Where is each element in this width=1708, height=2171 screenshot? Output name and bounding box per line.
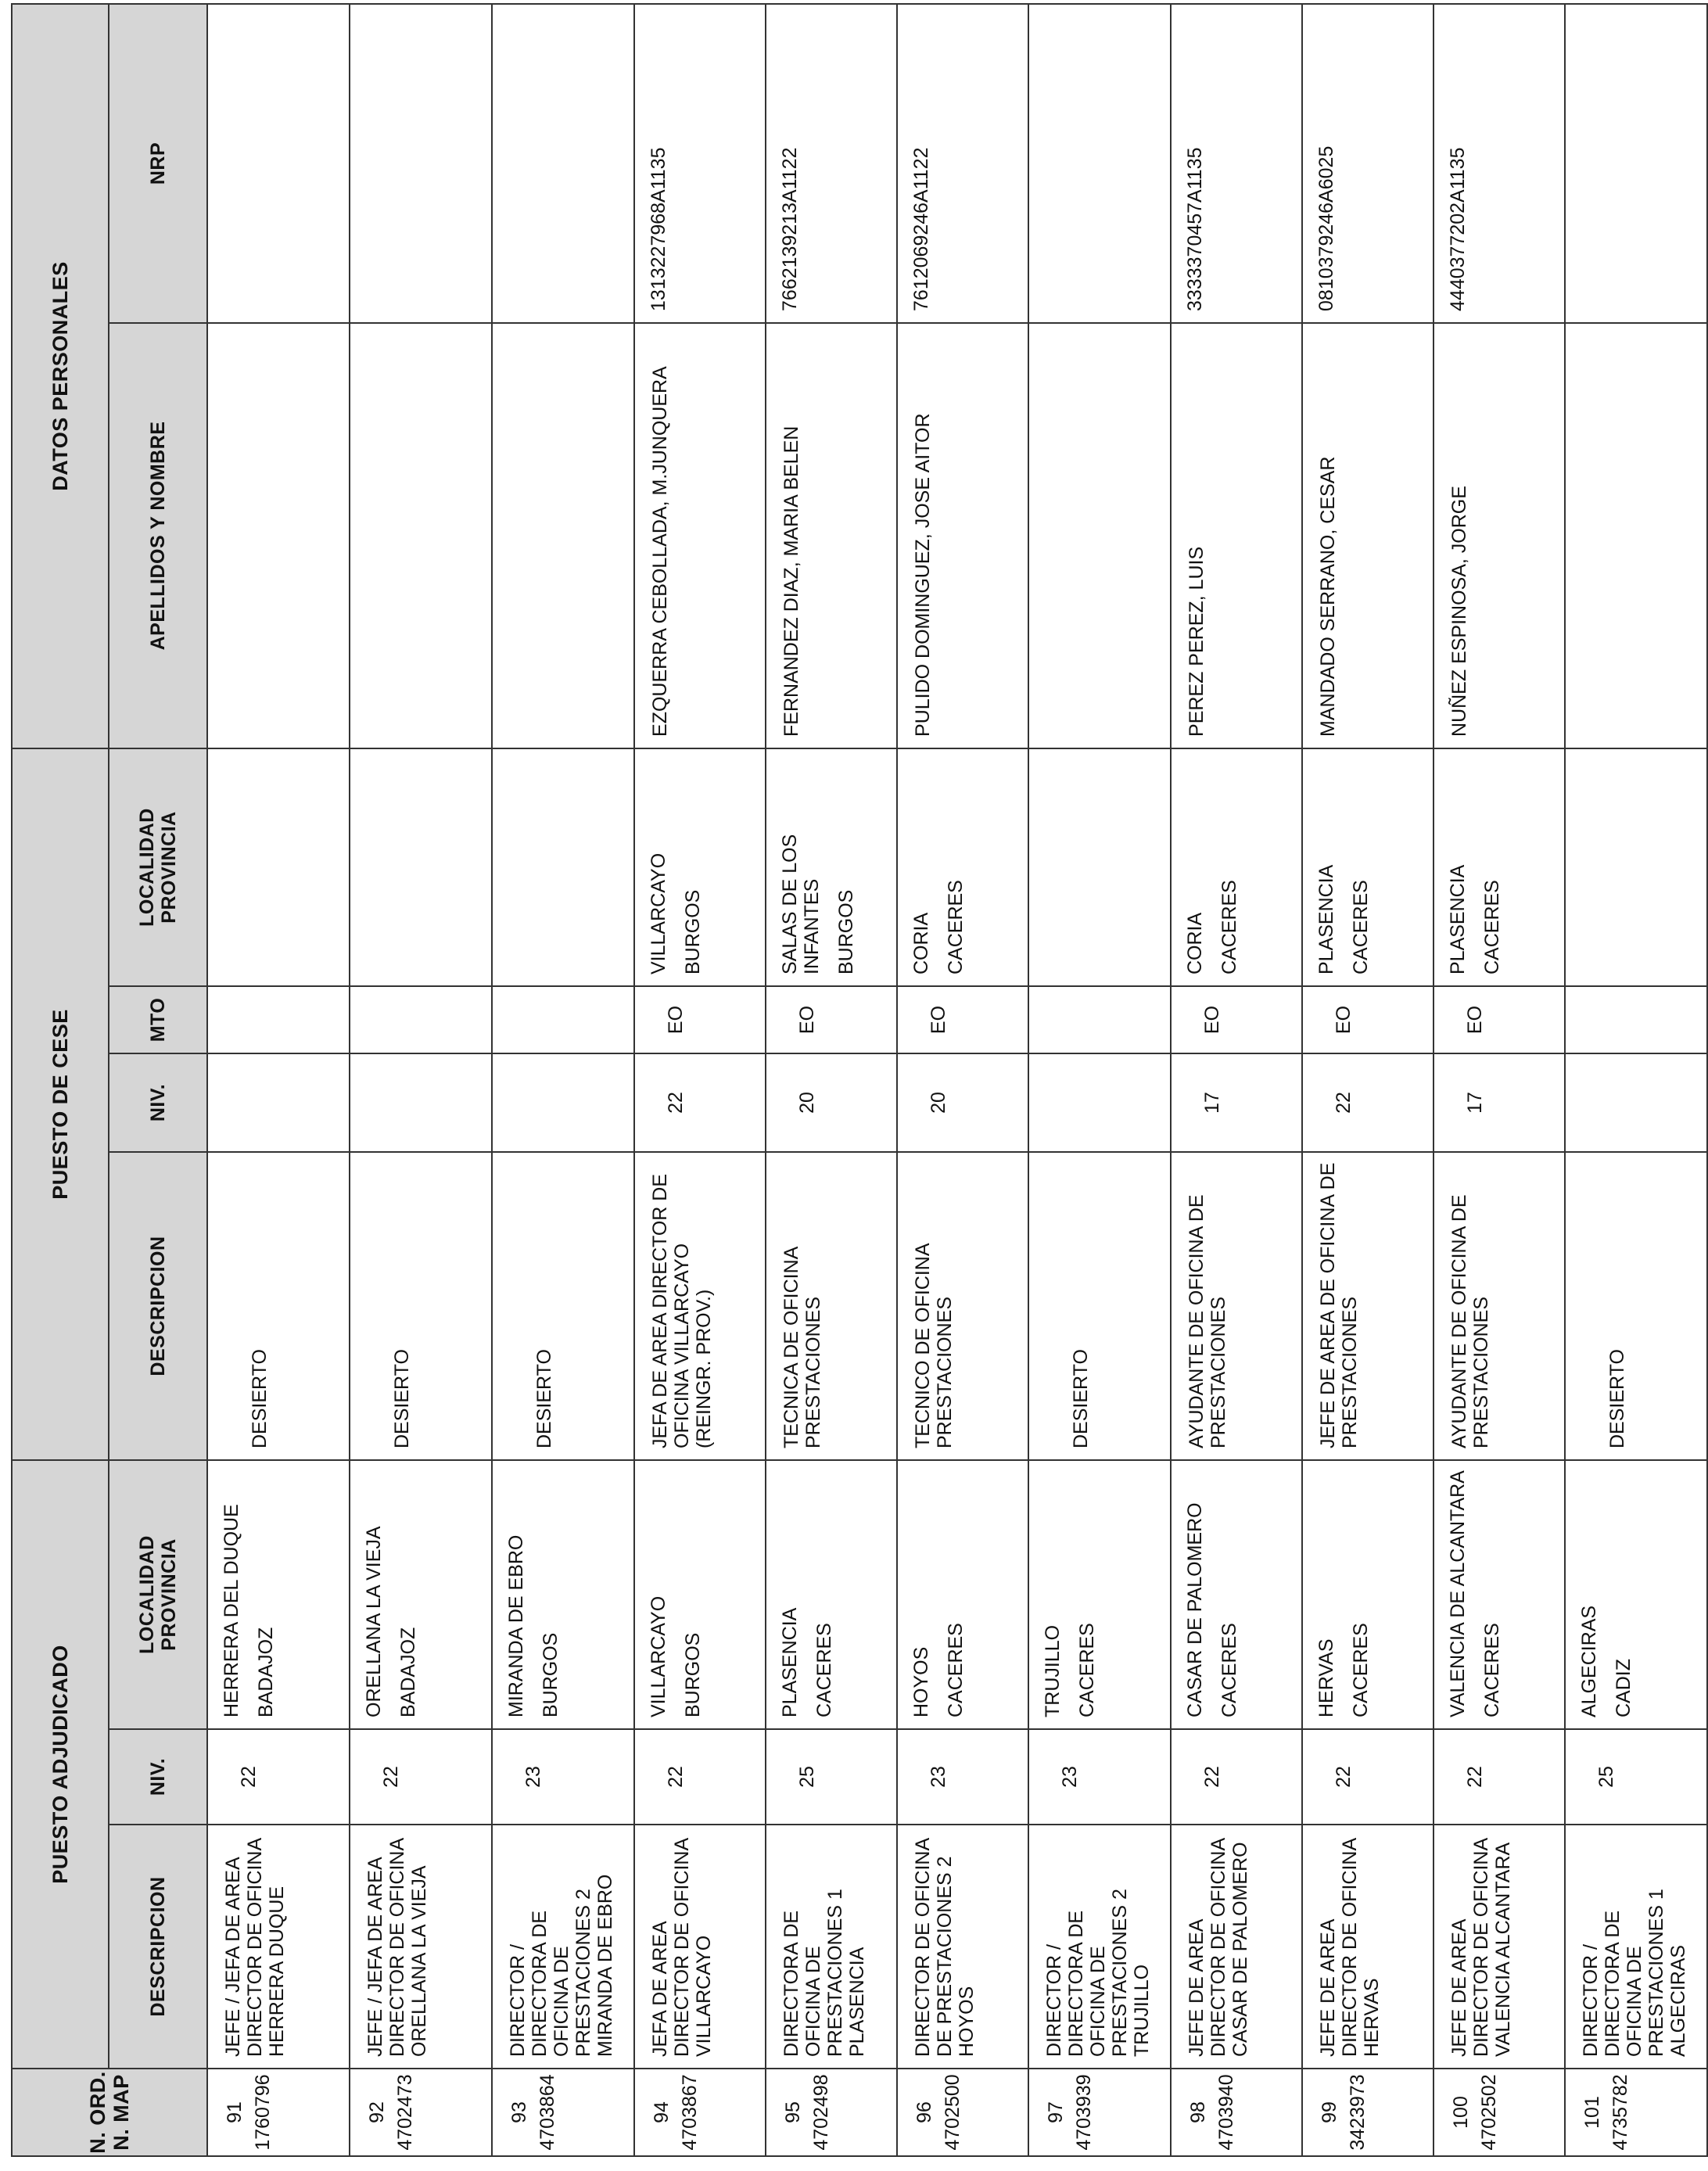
cell-ord-map bbox=[1302, 2069, 1434, 2156]
cell-descripcion: JEFE / JEFA DE AREA DIRECTOR DE OFICINA HERRERA DUQUE bbox=[207, 1825, 350, 2069]
cell-cese-mto: EO bbox=[1434, 986, 1565, 1053]
cell-ord: 101 bbox=[1581, 2096, 1603, 2129]
cell-descripcion: JEFE DE AREA DIRECTOR DE OFICINA CASAR DE PALOMERO bbox=[1171, 1825, 1302, 2069]
cell-cese-mto bbox=[207, 986, 350, 1053]
group-header-puesto-cese: PUESTO DE CESE bbox=[12, 748, 109, 1460]
cell-nrp bbox=[492, 4, 634, 323]
cell-map: 4703867 bbox=[679, 2074, 701, 2151]
cell-ord: 95 bbox=[782, 2101, 804, 2123]
cell-provincia: BADAJOZ bbox=[397, 1627, 419, 1717]
cell-niv: 22 bbox=[634, 1729, 766, 1825]
cell-descripcion: DIRECTOR / DIRECTORA DE OFICINA DE PRESTACIONES 1 ALGECIRAS bbox=[1565, 1825, 1707, 2069]
cell-cese-niv: 20 bbox=[766, 1053, 897, 1152]
cell-localidad: PLASENCIA bbox=[779, 1607, 801, 1717]
table-row bbox=[1302, 4, 1434, 2156]
cell-apellidos-nombre bbox=[1028, 323, 1171, 748]
table-row bbox=[1171, 4, 1302, 2156]
cell-provincia: BADAJOZ bbox=[255, 1627, 277, 1717]
cell-ord: 100 bbox=[1450, 2096, 1472, 2129]
col-header-cese-descripcion: DESCRIPCION bbox=[109, 1152, 207, 1460]
col-header-nrp: NRP bbox=[109, 4, 207, 323]
table-row bbox=[492, 4, 634, 2156]
cell-nrp: 7662139213A1122 bbox=[766, 4, 897, 323]
cell-provincia: CACERES bbox=[813, 1623, 835, 1717]
cell-niv: 22 bbox=[350, 1729, 492, 1825]
cell-cese-localidad: CORIA bbox=[910, 912, 932, 974]
cell-apellidos-nombre: PULIDO DOMINGUEZ, JOSE AITOR bbox=[897, 323, 1028, 748]
cell-localidad-provincia bbox=[1565, 1460, 1707, 1729]
col-header-cese-provincia: PROVINCIA bbox=[158, 811, 180, 924]
cell-cese-localidad-provincia bbox=[492, 748, 634, 986]
cell-apellidos-nombre: NUÑEZ ESPINOSA, JORGE bbox=[1434, 323, 1565, 748]
cell-ord-map bbox=[207, 2069, 350, 2156]
cell-apellidos-nombre bbox=[1565, 323, 1707, 748]
cell-descripcion: DIRECTOR / DIRECTORA DE OFICINA DE PRESTACIONES 2 TRUJILLO bbox=[1028, 1825, 1171, 2069]
cell-localidad-provincia bbox=[350, 1460, 492, 1729]
cell-localidad: ORELLANA LA VIEJA bbox=[363, 1526, 385, 1717]
cell-cese-provincia: CACERES bbox=[1350, 880, 1372, 974]
cell-ord-map bbox=[1171, 2069, 1302, 2156]
cell-ord-map bbox=[492, 2069, 634, 2156]
cell-map: 4702473 bbox=[394, 2074, 416, 2151]
cell-apellidos-nombre bbox=[492, 323, 634, 748]
cell-cese-localidad-provincia bbox=[1302, 748, 1434, 986]
cell-cese-descripcion: DESIERTO bbox=[1565, 1152, 1707, 1460]
cell-provincia: CACERES bbox=[1076, 1623, 1098, 1717]
cell-ord: 98 bbox=[1187, 2101, 1209, 2123]
cell-cese-niv: 17 bbox=[1434, 1053, 1565, 1152]
cell-map: 4702500 bbox=[942, 2074, 963, 2151]
cell-ord: 94 bbox=[651, 2101, 673, 2123]
cell-localidad: TRUJILLO bbox=[1042, 1624, 1064, 1717]
cell-cese-niv bbox=[1028, 1053, 1171, 1152]
table-row bbox=[350, 4, 492, 2156]
cell-ord: 92 bbox=[366, 2101, 388, 2123]
cell-ord: 97 bbox=[1045, 2101, 1067, 2123]
cell-cese-descripcion: TECNICO DE OFICINA PRESTACIONES bbox=[897, 1152, 1028, 1460]
cell-cese-mto: EO bbox=[1171, 986, 1302, 1053]
col-header-cese-localidad: LOCALIDAD bbox=[136, 808, 158, 927]
cell-cese-niv bbox=[1565, 1053, 1707, 1152]
cell-descripcion: JEFE / JEFA DE AREA DIRECTOR DE OFICINA ORELLANA LA VIEJA bbox=[350, 1825, 492, 2069]
cell-localidad-provincia bbox=[492, 1460, 634, 1729]
cell-ord-map bbox=[350, 2069, 492, 2156]
cell-cese-localidad: PLASENCIA bbox=[1447, 864, 1469, 974]
cell-cese-provincia: CACERES bbox=[1218, 880, 1240, 974]
cell-nrp bbox=[1028, 4, 1171, 323]
cell-nrp: 0810379246A6025 bbox=[1302, 4, 1434, 323]
cell-cese-provincia: CACERES bbox=[1481, 880, 1503, 974]
cell-nrp bbox=[1565, 4, 1707, 323]
table-row bbox=[1565, 4, 1707, 2156]
table-row bbox=[634, 4, 766, 2156]
cell-provincia: BURGOS bbox=[540, 1632, 562, 1717]
cell-cese-mto: EO bbox=[766, 986, 897, 1053]
col-header-niv: NIV. bbox=[109, 1729, 207, 1825]
cell-nrp: 7612069246A1122 bbox=[897, 4, 1028, 323]
table-row bbox=[1434, 4, 1565, 2156]
col-header-localidad: LOCALIDAD bbox=[136, 1535, 158, 1654]
cell-cese-localidad-provincia bbox=[1028, 748, 1171, 986]
table-row bbox=[1028, 4, 1171, 2156]
cell-cese-mto bbox=[350, 986, 492, 1053]
cell-provincia: CACERES bbox=[945, 1623, 967, 1717]
cell-ord: 93 bbox=[508, 2101, 530, 2123]
cell-niv: 25 bbox=[766, 1729, 897, 1825]
cell-cese-niv: 22 bbox=[634, 1053, 766, 1152]
cell-map: 4703939 bbox=[1073, 2074, 1095, 2151]
cell-cese-localidad-provincia bbox=[350, 748, 492, 986]
col-header-cese-niv: NIV. bbox=[109, 1053, 207, 1152]
cell-cese-niv bbox=[350, 1053, 492, 1152]
col-header-descripcion: DESCRIPCION bbox=[109, 1825, 207, 2069]
cell-nrp: 3333370457A1135 bbox=[1171, 4, 1302, 323]
cell-cese-descripcion: DESIERTO bbox=[492, 1152, 634, 1460]
cell-cese-localidad: SALAS DE LOS INFANTES bbox=[779, 834, 823, 974]
cell-cese-localidad-provincia bbox=[1434, 748, 1565, 986]
cell-cese-provincia: CACERES bbox=[945, 880, 967, 974]
cell-localidad-provincia bbox=[1171, 1460, 1302, 1729]
cell-cese-descripcion: AYUDANTE DE OFICINA DE PRESTACIONES bbox=[1171, 1152, 1302, 1460]
cell-provincia: CACERES bbox=[1350, 1623, 1372, 1717]
cell-niv: 23 bbox=[1028, 1729, 1171, 1825]
cell-nrp bbox=[207, 4, 350, 323]
cell-cese-niv: 17 bbox=[1171, 1053, 1302, 1152]
cell-cese-niv bbox=[492, 1053, 634, 1152]
cell-apellidos-nombre bbox=[350, 323, 492, 748]
cell-map: 4703940 bbox=[1215, 2074, 1237, 2151]
cell-apellidos-nombre bbox=[207, 323, 350, 748]
cell-cese-mto bbox=[1028, 986, 1171, 1053]
cell-cese-niv: 22 bbox=[1302, 1053, 1434, 1152]
col-header-map: N. MAP bbox=[109, 2074, 133, 2151]
cell-niv: 22 bbox=[1434, 1729, 1565, 1825]
cell-cese-descripcion: DESIERTO bbox=[350, 1152, 492, 1460]
cell-nrp bbox=[350, 4, 492, 323]
cell-ord-map bbox=[1028, 2069, 1171, 2156]
group-header-datos-personales: DATOS PERSONALES bbox=[12, 4, 109, 748]
cell-apellidos-nombre: PEREZ PEREZ, LUIS bbox=[1171, 323, 1302, 748]
cell-provincia: CADIZ bbox=[1613, 1659, 1634, 1717]
table-row bbox=[897, 4, 1028, 2156]
cell-niv: 23 bbox=[492, 1729, 634, 1825]
cell-provincia: CACERES bbox=[1481, 1623, 1503, 1717]
cell-cese-provincia: BURGOS bbox=[682, 889, 704, 974]
col-header-cese-localidad-provincia bbox=[109, 748, 207, 986]
cell-map: 4735782 bbox=[1609, 2074, 1631, 2151]
cell-cese-mto bbox=[492, 986, 634, 1053]
cell-localidad: VALENCIA DE ALCANTARA bbox=[1447, 1470, 1469, 1717]
cell-localidad: CASAR DE PALOMERO bbox=[1184, 1502, 1206, 1717]
cell-niv: 22 bbox=[1302, 1729, 1434, 1825]
col-header-ord: N. ORD. bbox=[85, 2071, 109, 2154]
cell-descripcion: JEFA DE AREA DIRECTOR DE OFICINA VILLARCAYO bbox=[634, 1825, 766, 2069]
cell-localidad-provincia bbox=[1434, 1460, 1565, 1729]
cell-cese-descripcion: DESIERTO bbox=[1028, 1152, 1171, 1460]
cell-localidad: VILLARCAYO bbox=[648, 1595, 669, 1717]
cell-cese-provincia: BURGOS bbox=[835, 889, 857, 974]
cell-apellidos-nombre: FERNANDEZ DIAZ, MARIA BELEN bbox=[766, 323, 897, 748]
cell-descripcion: DIRECTORA DE OFICINA DE PRESTACIONES 1 PLASENCIA bbox=[766, 1825, 897, 2069]
cell-cese-descripcion: DESIERTO bbox=[207, 1152, 350, 1460]
cell-niv: 23 bbox=[897, 1729, 1028, 1825]
cell-provincia: CACERES bbox=[1218, 1623, 1240, 1717]
cell-ord-map bbox=[1434, 2069, 1565, 2156]
cell-map: 3423973 bbox=[1347, 2074, 1369, 2151]
cell-niv: 22 bbox=[207, 1729, 350, 1825]
cell-ord-map bbox=[766, 2069, 897, 2156]
cell-ord-map bbox=[1565, 2069, 1707, 2156]
adjudicaciones-table bbox=[11, 3, 1708, 2157]
cell-nrp: 4440377202A1135 bbox=[1434, 4, 1565, 323]
group-header-puesto-adjudicado: PUESTO ADJUDICADO bbox=[12, 1460, 109, 2069]
cell-cese-localidad-provincia bbox=[634, 748, 766, 986]
cell-cese-localidad-provincia bbox=[1171, 748, 1302, 986]
cell-localidad: HERVAS bbox=[1315, 1638, 1337, 1717]
cell-localidad-provincia bbox=[1028, 1460, 1171, 1729]
cell-cese-descripcion: JEFE DE AREA DE OFICINA DE PRESTACIONES bbox=[1302, 1152, 1434, 1460]
cell-nrp: 1313227968A1135 bbox=[634, 4, 766, 323]
cell-descripcion: DIRECTOR DE OFICINA DE PRESTACIONES 2 HOYOS bbox=[897, 1825, 1028, 2069]
cell-ord: 91 bbox=[224, 2101, 246, 2123]
cell-provincia: BURGOS bbox=[682, 1632, 704, 1717]
cell-cese-mto: EO bbox=[897, 986, 1028, 1053]
cell-niv: 22 bbox=[1171, 1729, 1302, 1825]
cell-ord: 96 bbox=[913, 2101, 935, 2123]
cell-ord-map bbox=[634, 2069, 766, 2156]
cell-localidad: HOYOS bbox=[910, 1646, 932, 1717]
cell-apellidos-nombre: EZQUERRA CEBOLLADA, M.JUNQUERA bbox=[634, 323, 766, 748]
col-header-localidad-provincia bbox=[109, 1460, 207, 1729]
cell-cese-niv bbox=[207, 1053, 350, 1152]
table-row bbox=[207, 4, 350, 2156]
cell-cese-localidad: CORIA bbox=[1184, 912, 1206, 974]
cell-map: 1760796 bbox=[252, 2074, 274, 2151]
cell-map: 4702502 bbox=[1478, 2074, 1500, 2151]
table-row bbox=[766, 4, 897, 2156]
cell-cese-localidad: PLASENCIA bbox=[1315, 864, 1337, 974]
cell-map: 4702498 bbox=[810, 2074, 832, 2151]
cell-localidad: MIRANDA DE EBRO bbox=[505, 1534, 527, 1717]
cell-descripcion: DIRECTOR / DIRECTORA DE OFICINA DE PRESTACIONES 2 MIRANDA DE EBRO bbox=[492, 1825, 634, 2069]
cell-niv: 25 bbox=[1565, 1729, 1707, 1825]
cell-map: 4703864 bbox=[536, 2074, 558, 2151]
cell-ord-map bbox=[897, 2069, 1028, 2156]
cell-cese-mto: EO bbox=[1302, 986, 1434, 1053]
cell-cese-niv: 20 bbox=[897, 1053, 1028, 1152]
cell-cese-descripcion: TECNICA DE OFICINA PRESTACIONES bbox=[766, 1152, 897, 1460]
col-header-ord-map bbox=[12, 2069, 207, 2156]
cell-apellidos-nombre: MANDADO SERRANO, CESAR bbox=[1302, 323, 1434, 748]
cell-localidad-provincia bbox=[897, 1460, 1028, 1729]
cell-localidad-provincia bbox=[766, 1460, 897, 1729]
cell-cese-mto bbox=[1565, 986, 1707, 1053]
cell-cese-descripcion: JEFA DE AREA DIRECTOR DE OFICINA VILLARCAYO (REINGR. PROV.) bbox=[634, 1152, 766, 1460]
cell-cese-localidad: VILLARCAYO bbox=[648, 852, 669, 974]
cell-localidad-provincia bbox=[634, 1460, 766, 1729]
cell-cese-descripcion: AYUDANTE DE OFICINA DE PRESTACIONES bbox=[1434, 1152, 1565, 1460]
cell-localidad: ALGECIRAS bbox=[1578, 1605, 1600, 1717]
cell-descripcion: JEFE DE AREA DIRECTOR DE OFICINA HERVAS bbox=[1302, 1825, 1434, 2069]
col-header-apellidos-nombre: APELLIDOS Y NOMBRE bbox=[109, 323, 207, 748]
cell-cese-localidad-provincia bbox=[207, 748, 350, 986]
cell-localidad-provincia bbox=[1302, 1460, 1434, 1729]
cell-descripcion: JEFE DE AREA DIRECTOR DE OFICINA VALENCIA ALCANTARA bbox=[1434, 1825, 1565, 2069]
cell-localidad-provincia bbox=[207, 1460, 350, 1729]
cell-cese-localidad-provincia bbox=[766, 748, 897, 986]
cell-localidad: HERRERA DEL DUQUE bbox=[221, 1504, 242, 1717]
cell-cese-mto: EO bbox=[634, 986, 766, 1053]
cell-ord: 99 bbox=[1319, 2101, 1340, 2123]
col-header-cese-mto: MTO bbox=[109, 986, 207, 1053]
col-header-provincia: PROVINCIA bbox=[158, 1538, 180, 1651]
cell-cese-localidad-provincia bbox=[1565, 748, 1707, 986]
cell-cese-localidad-provincia bbox=[897, 748, 1028, 986]
